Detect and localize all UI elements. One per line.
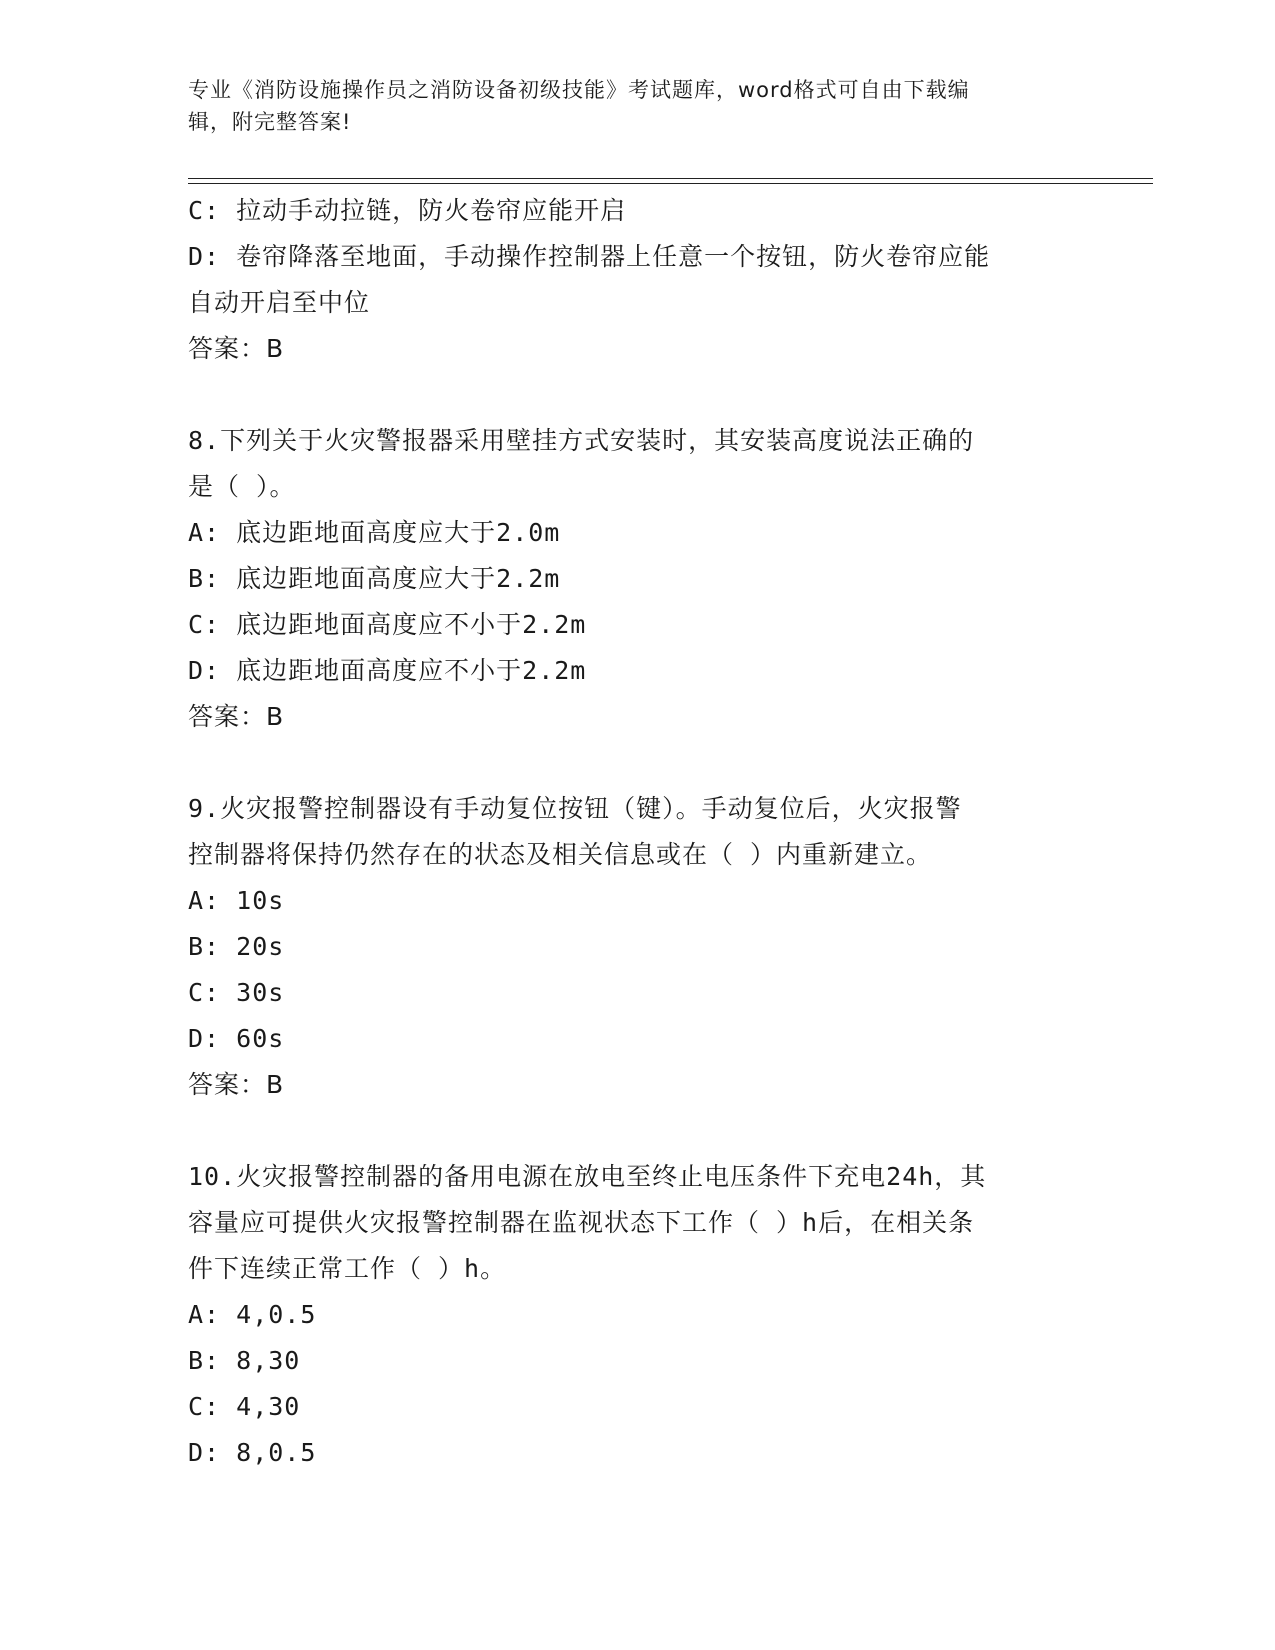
question-stem: 是（ ）。: [188, 472, 296, 501]
option-a: A: 4,0.5: [188, 1300, 317, 1329]
option-d: D: 60s: [188, 1024, 285, 1053]
question-stem: 容量应可提供火灾报警控制器在监视状态下工作（ ）h后，在相关条: [188, 1208, 975, 1237]
option-d-continued: 自动开启至中位: [188, 288, 371, 317]
answer-label: 答案：B: [188, 702, 285, 731]
question-stem: 10.火灾报警控制器的备用电源在放电至终止电压条件下充电24h，其: [188, 1162, 987, 1191]
document-header: [188, 74, 1088, 138]
option-c: C: 30s: [188, 978, 285, 1007]
prev-question-tail: [188, 188, 1088, 372]
question-9: [188, 786, 1088, 1108]
header-line-2: 辑，附完整答案!: [188, 110, 352, 134]
option-c: C: 拉动手动拉链，防火卷帘应能开启: [188, 196, 627, 225]
option-a: A: 10s: [188, 886, 285, 915]
option-c: C: 4,30: [188, 1392, 301, 1421]
answer-label: 答案：B: [188, 334, 285, 363]
option-d: D: 卷帘降落至地面，手动操作控制器上任意一个按钮，防火卷帘应能: [188, 242, 991, 271]
header-divider-top: [188, 178, 1153, 179]
question-8: [188, 418, 1088, 740]
header-line-1: 专业《消防设施操作员之消防设备初级技能》考试题库，word格式可自由下载编: [188, 78, 970, 102]
question-10: [188, 1154, 1088, 1476]
option-a: A: 底边距地面高度应大于2.0m: [188, 518, 561, 547]
question-stem: 控制器将保持仍然存在的状态及相关信息或在（ ）内重新建立。: [188, 840, 933, 869]
header-divider-bottom: [188, 183, 1153, 184]
question-stem: 8.下列关于火灾警报器采用壁挂方式安装时，其安装高度说法正确的: [188, 426, 975, 455]
answer-label: 答案：B: [188, 1070, 285, 1099]
option-b: B: 8,30: [188, 1346, 301, 1375]
question-stem: 件下连续正常工作（ ）h。: [188, 1254, 507, 1283]
document-body: [188, 188, 1088, 1476]
option-b: B: 20s: [188, 932, 285, 961]
option-d: D: 8,0.5: [188, 1438, 317, 1467]
question-stem: 9.火灾报警控制器设有手动复位按钮（键）。手动复位后，火灾报警: [188, 794, 962, 823]
option-c: C: 底边距地面高度应不小于2.2m: [188, 610, 587, 639]
option-b: B: 底边距地面高度应大于2.2m: [188, 564, 561, 593]
option-d: D: 底边距地面高度应不小于2.2m: [188, 656, 587, 685]
